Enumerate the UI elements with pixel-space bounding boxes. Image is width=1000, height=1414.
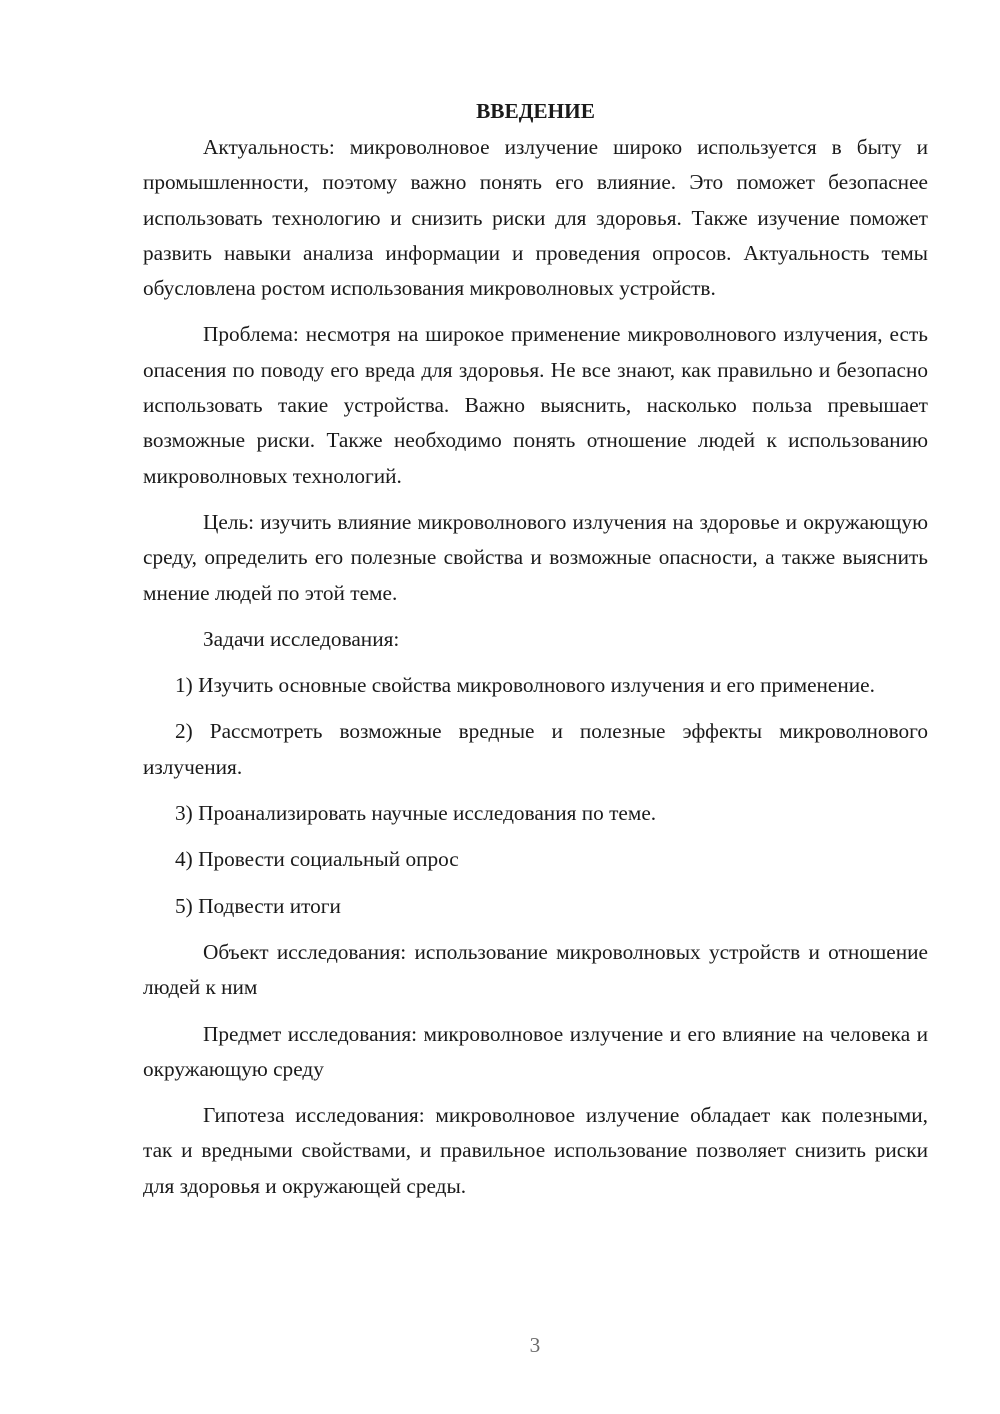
document-page xyxy=(143,92,928,1215)
page-number: 3 xyxy=(529,1333,541,1357)
list-item: 1) Изучить основные свойства микроволнового излучения и его применение. xyxy=(175,673,875,698)
paragraph-hypothesis: Гипотеза исследования: микроволновое излучение обладает как полезными, так и вредными свойствами, и правильное использование позволяет снизить риски для здоровья и окружающей среды. xyxy=(143,1103,928,1198)
paragraph-subject: Предмет исследования: микроволновое излучение и его влияние на человека и окружающую среду xyxy=(143,1021,928,1081)
paragraph-relevance: Актуальность: микроволновое излучение широко используется в быту и промышленности, поэтому важно понять его влияние. Это поможет безопаснее использовать технологию и снизить риски для здоровья. Также изучение поможет развить навыки анализа информации и проведения опросов. Актуальность темы обусловлена ростом использования микроволновых устройств. xyxy=(143,135,928,301)
list-item: 2) Рассмотреть возможные вредные и полезные эффекты микроволнового излучения. xyxy=(143,719,928,779)
list-item: 3) Проанализировать научные исследования по теме. xyxy=(175,801,657,826)
paragraph-object: Объект исследования: использование микроволновых устройств и отношение людей к ним xyxy=(143,939,928,1000)
list-item: 5) Подвести итоги xyxy=(175,893,341,918)
paragraph-goal: Цель: изучить влияние микроволнового излучения на здоровье и окружающую среду, определить его полезные свойства и возможные опасности, а также выяснить мнение людей по этой теме. xyxy=(143,509,928,605)
paragraph-problem: Проблема: несмотря на широкое применение микроволнового излучения, есть опасения по поводу его вреда для здоровья. Не все знают, как правильно и безопасно использовать такие устройства. Важно выяснить, насколько польза превышает возможные риски. Также необходимо понять отношение людей к использованию микроволновых технологий. xyxy=(143,322,928,488)
list-item: 4) Провести социальный опрос xyxy=(175,847,459,872)
tasks-heading: Задачи исследования: xyxy=(203,626,400,651)
tasks-list xyxy=(143,668,928,924)
page-title: ВВЕДЕНИЕ xyxy=(476,99,595,123)
